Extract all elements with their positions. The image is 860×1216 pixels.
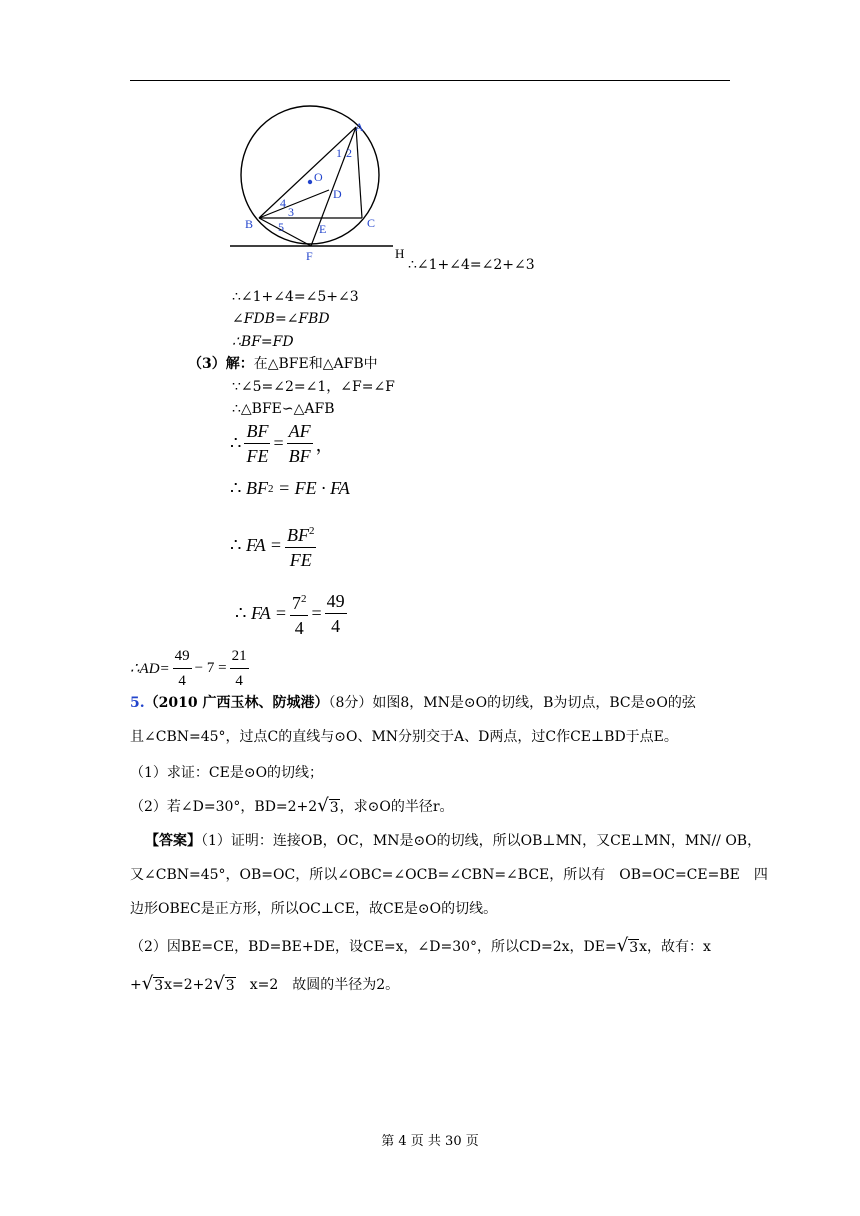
answer-text-1: （1）证明：连接OB，OC，MN是⊙O的切线，所以OB⊥MN，又CE⊥MN，MN// OB， xyxy=(201,833,762,849)
q2-sqrt-arg: 3 xyxy=(329,800,339,816)
center-dot xyxy=(308,180,312,184)
ad-lhs: ∴AD= xyxy=(130,661,170,677)
label-2: 2 xyxy=(346,146,352,160)
fa1-lhs: FA = xyxy=(245,535,282,555)
line-angle-sum-1: ∴∠1+∠4=∠2+∠3 xyxy=(408,257,535,273)
ad-den1: 4 xyxy=(178,673,186,689)
answer-line-1 xyxy=(145,824,761,858)
ad-den2: 4 xyxy=(235,673,243,689)
fa2-den2: 4 xyxy=(331,616,341,636)
question-1: （1）求证：CE是⊙O的切线； xyxy=(130,765,324,781)
ratio-rhs-num: AF xyxy=(287,420,313,444)
fa1-den: FE xyxy=(289,550,312,570)
ans5-sqrt-arg-2: 3 xyxy=(225,978,235,994)
part3-heading: （3）解： xyxy=(188,356,254,372)
geometry-diagram xyxy=(225,105,425,265)
line-part3 xyxy=(188,355,378,373)
fa2-lhs: FA = xyxy=(250,603,287,623)
label-d: D xyxy=(333,187,342,201)
eq-fa-2: ∴ FA = $\frac{7^2}{4}$ = $\frac{49}{4}$ xyxy=(235,588,350,639)
line-bf-fd: ∴BF=FD xyxy=(232,334,294,350)
page-footer: 第 4 页 共 30 页 xyxy=(381,1134,479,1149)
answer-line-2: 又∠CBN=45°，OB=OC，所以∠OBC=∠OCB=∠CBN=∠BCE，所以有 OB=OC=CE=BE 四 xyxy=(130,867,768,883)
q2-text-c: ，求⊙O的半径r。 xyxy=(339,799,454,815)
problem-number: 5. xyxy=(130,695,145,711)
label-h: H xyxy=(395,246,405,261)
sq-rhs: = FE · FA xyxy=(277,478,350,498)
fa1-exp: 2 xyxy=(308,525,315,537)
ans5-a: + xyxy=(130,977,142,993)
answer-line-4: （2）因BE=CE，BD=BE+DE，设CE=x，∠D=30°，所以CD=2x，DE= √ 3 x，故有：x xyxy=(130,935,711,956)
label-c: C xyxy=(367,216,376,230)
line-angle-eq: ∠FDB=∠FBD xyxy=(232,311,330,327)
question-2: （2）若∠D=30°，BD=2+2 √ 3 ，求⊙O的半径r。 xyxy=(130,795,454,816)
ratio-rhs-den: BF xyxy=(288,446,311,466)
part3-body: 在△BFE和△AFB中 xyxy=(253,356,378,372)
eq-square: ∴ BF 2 = FE · FA xyxy=(230,478,350,498)
ans5-sqrt-arg-1: 3 xyxy=(154,978,164,994)
answer-line-3: 边形OBEC是正方形，所以OC⊥CE，故CE是⊙O的切线。 xyxy=(130,901,498,917)
sq-exp: 2 xyxy=(267,482,274,495)
answer-line-5: + √ 3 x=2+2 √ 3 x=2 故圆的半径为2。 xyxy=(130,973,400,994)
ratio-lhs-den: FE xyxy=(246,446,269,466)
ans5-c: x=2+2 xyxy=(164,977,214,993)
label-a: A xyxy=(355,120,364,134)
problem-line-2: 且∠CBN=45°，过点C的直线与⊙O、MN分别交于A、D两点，过C作CE⊥BD于点E。 xyxy=(130,729,678,745)
fa1-num: BF xyxy=(286,525,309,545)
fa2-exp: 2 xyxy=(300,593,307,605)
ans4-a: （2）因BE=CE，BD=BE+DE，设CE=x，∠D=30°，所以CD=2x，DE= xyxy=(130,939,617,955)
sq-lhs: BF xyxy=(245,478,268,498)
line-ac xyxy=(356,127,362,218)
problem-source: （2010 广西玉林、防城港） xyxy=(144,695,329,711)
ratio-lhs-num: BF xyxy=(244,420,270,444)
fa2-num1: 7 xyxy=(291,593,301,613)
header-rule xyxy=(130,80,730,81)
label-e: E xyxy=(319,222,327,236)
ad-num2: 21 xyxy=(230,645,249,669)
ad-mid: − 7 = xyxy=(194,660,227,676)
eq-ad xyxy=(130,645,252,692)
fa2-num2: 49 xyxy=(325,590,347,614)
answer-tag: 【答案】 xyxy=(145,833,201,849)
ratio-tail: ， xyxy=(315,434,334,455)
label-o: O xyxy=(314,170,323,184)
label-3: 3 xyxy=(288,205,294,219)
fa2-den1: 4 xyxy=(294,618,304,638)
fa2-eq: = xyxy=(311,603,322,623)
label-b: B xyxy=(245,217,254,231)
ans4-c: x，故有：x xyxy=(639,939,711,955)
label-1: 1 xyxy=(336,146,342,160)
eq-ratio: ∴ $\frac{BF}{FE}$ = $\frac{AF}{BF}$ ， xyxy=(230,421,334,466)
line-because: ∵∠5=∠2=∠1，∠F=∠F xyxy=(232,379,395,395)
label-5: 5 xyxy=(278,220,284,234)
q2-text-a: （2）若∠D=30°，BD=2+2 xyxy=(130,799,318,815)
ad-num1: 49 xyxy=(173,645,192,669)
line-angle-sum-2: ∴∠1+∠4=∠5+∠3 xyxy=(232,289,359,305)
eq-fa-1: ∴ FA = $\frac{BF^2}{FE}$ xyxy=(230,520,319,571)
problem-text-1: （8分）如图8，MN是⊙O的切线，B为切点，BC是⊙O的弦 xyxy=(328,695,696,711)
line-bd xyxy=(259,190,329,218)
line-ab xyxy=(259,127,356,218)
ans5-e: x=2 故圆的半径为2。 xyxy=(235,977,400,993)
problem-line-1 xyxy=(130,686,696,720)
line-similar: ∴△BFE∽△AFB xyxy=(232,401,335,417)
label-4: 4 xyxy=(280,196,286,210)
label-f: F xyxy=(306,249,313,263)
ans4-sqrt-arg: 3 xyxy=(629,940,639,956)
line-bf xyxy=(259,218,311,246)
